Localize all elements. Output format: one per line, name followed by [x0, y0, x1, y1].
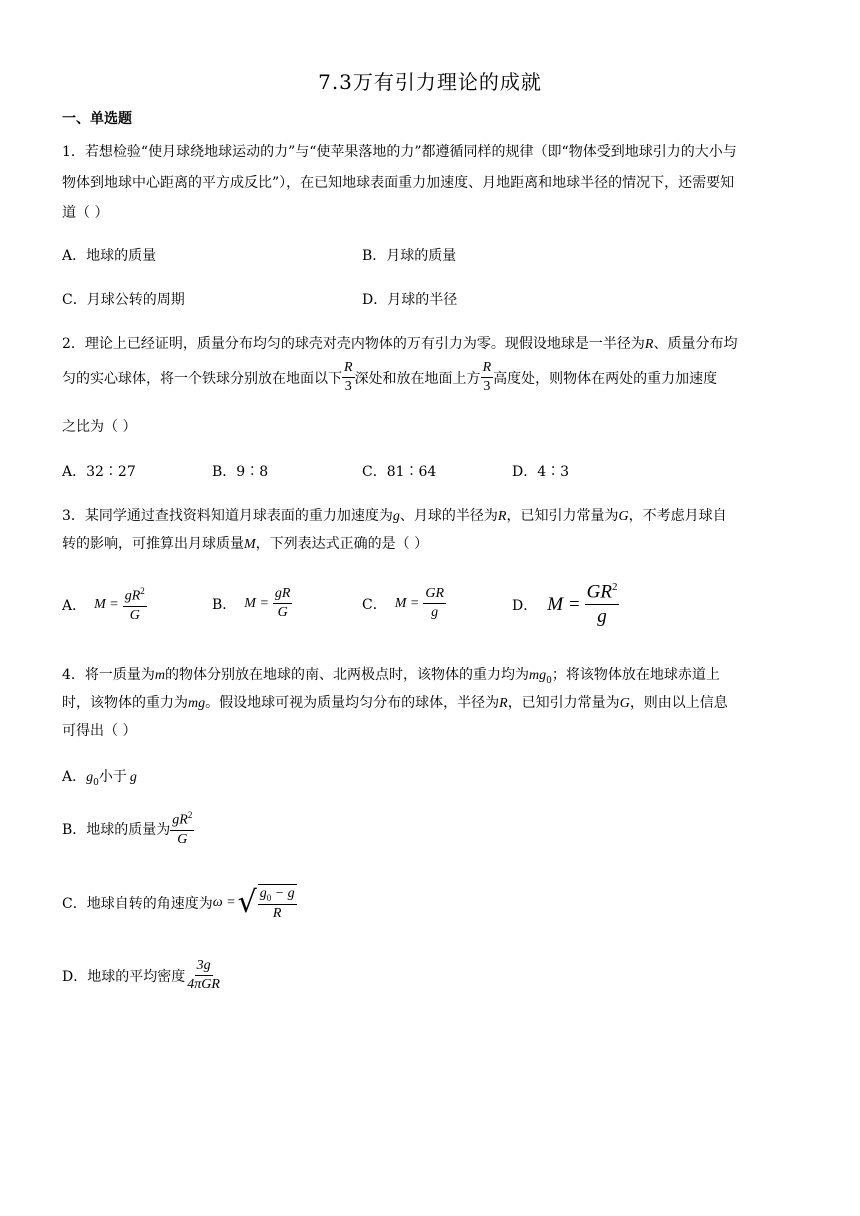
- q4-d-num: 3g: [195, 958, 213, 976]
- q3-a-den: G: [129, 607, 140, 623]
- q4-m-symbol: m: [154, 668, 166, 683]
- q3-a-exp: 2: [140, 586, 145, 596]
- q2-frac1-num: R: [342, 360, 355, 378]
- q4-b-num: gR: [172, 812, 188, 828]
- q2-line2-text-c: 高度处，则物体在两处的重力加速度: [493, 370, 718, 387]
- q3-option-b-fraction: [273, 586, 293, 621]
- q3-option-b: [212, 586, 292, 621]
- q4-line2-a: 时，该物体的重力为: [62, 695, 188, 711]
- q1-option-b: B．月球的质量: [362, 248, 457, 264]
- q3-option-b-lhs: M =: [244, 595, 269, 611]
- q2-frac1-den: 3: [344, 379, 352, 395]
- q3-line1-a: 3．某同学通过查找资料知道月球表面的重力加速度为: [62, 508, 393, 524]
- q3-m-symbol: M: [244, 537, 256, 552]
- q3-option-c-lhs: M =: [394, 595, 420, 611]
- q4-option-b-text: B．地球的质量为: [62, 821, 171, 838]
- q4-c-num-minus-g: − g: [271, 886, 295, 901]
- q3-d-den: g: [597, 606, 607, 628]
- q3-option-d-label: D．: [512, 597, 538, 614]
- q4-g-const-symbol: G: [619, 696, 630, 711]
- q4-option-a: [62, 766, 137, 788]
- q3-option-b-label: B．: [212, 596, 237, 613]
- q4-option-d-text: D．地球的平均密度: [62, 968, 186, 985]
- q4-line2-c: ，已知引力常量为: [507, 695, 620, 711]
- q3-option-a-lhs: M =: [94, 596, 119, 612]
- q4-a-g: g: [129, 770, 137, 785]
- q4-b-exp: 2: [187, 810, 193, 820]
- q3-line2-b: ，下列表达式正确的是（ ）: [255, 536, 429, 552]
- q3-b-num: gR: [273, 586, 293, 604]
- q3-r-symbol: R: [497, 509, 507, 524]
- q4-line2: [62, 692, 728, 712]
- q4-r-symbol: R: [499, 696, 508, 711]
- q3-option-c-fraction: [423, 586, 446, 621]
- q2-line1: [62, 333, 737, 353]
- q2-option-c: C．81∶64: [362, 464, 437, 480]
- q3-option-a-label: A．: [62, 597, 87, 614]
- q4-option-d: [62, 958, 222, 993]
- q4-d-den: 4πGR: [187, 977, 220, 993]
- q2-line2-text-b: 深处和放在地面上方: [354, 370, 481, 387]
- q3-c-den: g: [431, 605, 439, 621]
- q4-line2-b: 。假设地球可视为质量均匀分布的球体，半径为: [205, 695, 500, 711]
- q2-line1-tail: 、质量分布均: [653, 336, 738, 352]
- q4-option-c-text: C．地球自转的角速度为: [62, 896, 213, 913]
- q3-d-exp: 2: [611, 581, 618, 593]
- q3-line1-c: ，已知引力常量为: [506, 508, 619, 524]
- q4-c-omega: ω =: [212, 895, 236, 911]
- q3-c-num: GR: [423, 586, 446, 604]
- q4-mg-symbol: mg: [188, 696, 206, 711]
- q3-option-d-lhs: M =: [547, 593, 581, 615]
- q4-c-fraction: [258, 886, 297, 922]
- q3-line2: [62, 533, 428, 553]
- q4-line1-a: 4．将一质量为: [62, 667, 155, 683]
- q4-c-sqrt: [238, 884, 297, 922]
- q3-option-c-label: C．: [362, 596, 387, 613]
- q3-line2-a: 转的影响，可推算出月球质量: [62, 536, 244, 552]
- q3-option-d-fraction: [585, 581, 620, 628]
- q4-mg0-symbol: mg: [529, 668, 547, 683]
- q4-a-g0: g: [86, 770, 94, 785]
- q4-c-num-g: g: [259, 886, 267, 901]
- q3-option-a: [62, 586, 147, 624]
- q3-b-den: G: [277, 605, 288, 621]
- q3-option-a-fraction: [123, 586, 147, 624]
- q4-c-num-subscript: 0: [266, 892, 272, 903]
- q3-line1-d: ，不考虑月球自: [628, 508, 727, 524]
- page-title: 7.3万有引力理论的成就: [318, 70, 542, 94]
- q4-b-den: G: [177, 831, 188, 847]
- q1-line1: 1．若想检验“使月球绕地球运动的力”与“使苹果落地的力”都遵循同样的规律（即“物体受到地球引力的大小与: [62, 144, 737, 160]
- q4-line1-c: ；将该物体放在地球赤道上: [551, 667, 720, 683]
- q2-line2: [62, 360, 717, 395]
- q4-c-den: R: [272, 906, 282, 922]
- q4-a-text: 小于: [98, 769, 127, 785]
- q3-a-num: gR: [124, 588, 141, 604]
- section-heading: 一、单选题: [62, 111, 132, 127]
- q1-line3: 道（ ）: [62, 205, 109, 221]
- q3-line1-b: 、月球的半径为: [399, 508, 498, 524]
- q2-radius-symbol: R: [644, 337, 654, 352]
- q3-g-symbol: g: [392, 509, 400, 524]
- q4-line3: 可得出（ ）: [62, 723, 137, 739]
- q4-line1-b: 的物体分别放在地球的南、北两极点时，该物体的重力均为: [165, 667, 530, 683]
- q4-mg0-subscript: 0: [546, 675, 552, 686]
- q2-frac2-num: R: [481, 360, 494, 378]
- q1-option-a: A．地球的质量: [62, 248, 157, 264]
- q2-option-d: D．4∶3: [512, 464, 570, 480]
- q4-option-b-fraction: [170, 810, 194, 848]
- q2-line2-text-a: 匀的实心球体，将一个铁球分别放在地面以下: [62, 370, 342, 387]
- q3-option-d: [512, 581, 619, 628]
- q4-option-b: [62, 810, 194, 848]
- q4-option-d-fraction: [185, 958, 222, 993]
- q4-a-g0-subscript: 0: [93, 777, 99, 788]
- q3-option-c: [362, 586, 446, 621]
- q2-fraction-height: [481, 360, 494, 395]
- q4-option-c: [62, 884, 297, 922]
- q2-frac2-den: 3: [483, 379, 491, 395]
- q2-line3: 之比为（ ）: [62, 419, 137, 435]
- q4-c-radical-sign: √: [237, 885, 257, 921]
- q2-option-a: A．32∶27: [62, 464, 136, 480]
- q1-option-d: D．月球的半径: [362, 292, 458, 308]
- q3-line1: [62, 505, 727, 525]
- q4-line2-d: ，则由以上信息: [629, 695, 728, 711]
- q2-line1-text: 2．理论上已经证明，质量分布均匀的球壳对壳内物体的万有引力为零。现假设地球是一半径为: [62, 336, 645, 352]
- q3-gconst-symbol: G: [618, 509, 629, 524]
- q3-d-num: GR: [586, 581, 612, 603]
- q4-line1: [62, 664, 720, 686]
- q1-option-c: C．月球公转的周期: [62, 292, 185, 308]
- q1-line2: 物体到地球中心距离的平方成反比”），在已知地球表面重力加速度、月地距离和地球半径的情况下，还需要知: [62, 175, 735, 191]
- q4-option-a-label: A．: [62, 769, 87, 785]
- q2-option-b: B．9∶8: [212, 464, 269, 480]
- q2-fraction-depth: [342, 360, 355, 395]
